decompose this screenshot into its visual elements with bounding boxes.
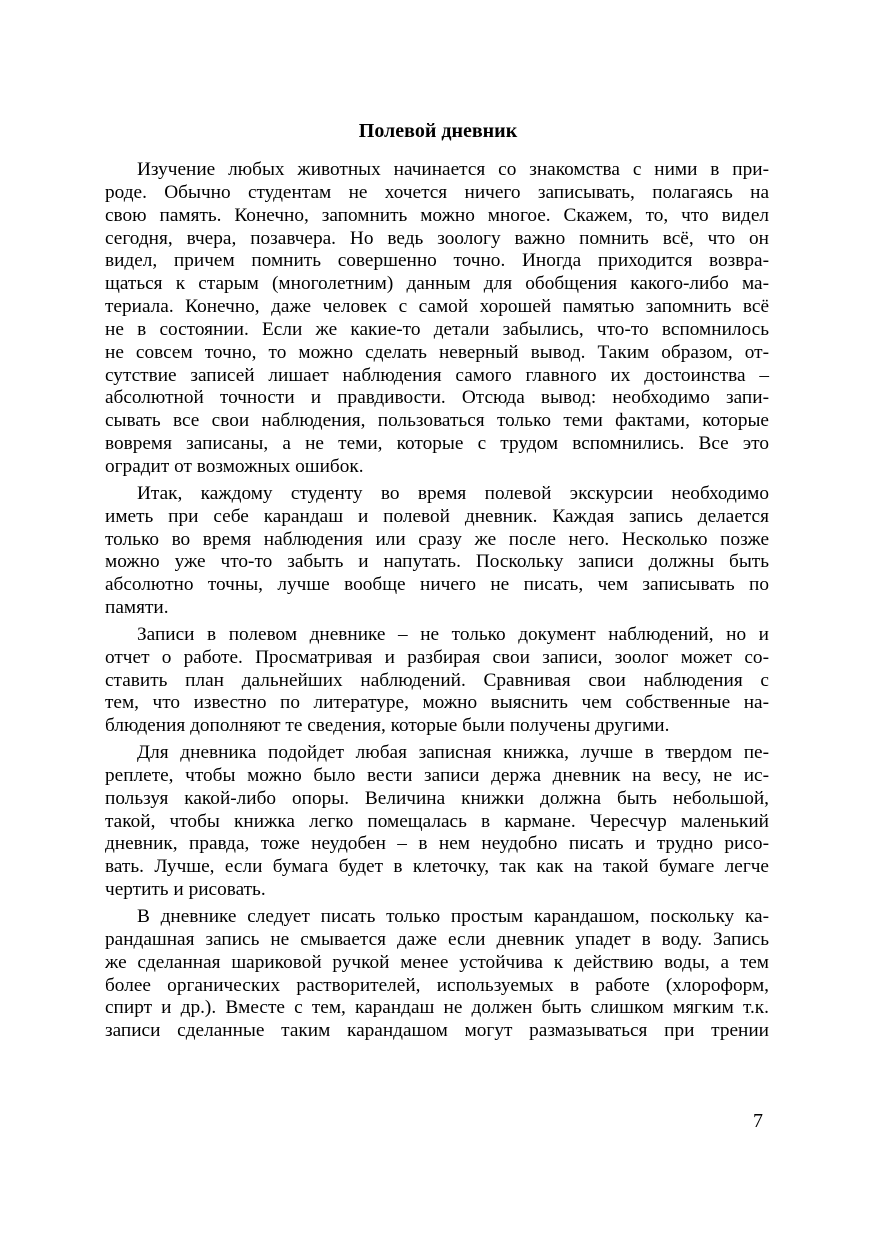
text-line: записи сделанные таким карандашом могут размазываться при трении: [105, 1020, 769, 1042]
text-line: более органических растворителей, используемых в работе (хлороформ,: [105, 974, 769, 996]
paragraph: [105, 159, 769, 479]
text-line: оградит от возможных ошибок.: [105, 455, 364, 477]
text-line: Для дневника подойдет любая записная книжка, лучше в твердом пе-: [137, 742, 769, 764]
text-line: иметь при себе карандаш и полевой дневник. Каждая запись делается: [105, 505, 769, 527]
text-line: Итак, каждому студенту во время полевой экскурсии необходимо: [137, 482, 769, 504]
text-line: реплете, чтобы можно было вести записи держа дневник на весу, не ис-: [105, 764, 769, 786]
page-number: 7: [753, 1110, 763, 1132]
text-line: сегодня, вчера, позавчера. Но ведь зоологу важно помнить всё, что он: [105, 227, 769, 249]
body-text: [105, 159, 769, 1043]
paragraph: [105, 906, 769, 1043]
paragraph: [105, 483, 769, 620]
text-line: можно уже что-то забыть и напутать. Поскольку записи должны быть: [105, 551, 769, 573]
text-line: ставить план дальнейших наблюдений. Сравнивая свои наблюдения с: [105, 669, 769, 691]
text-line: абсолютной точности и правдивости. Отсюда вывод: необходимо запи-: [105, 387, 769, 409]
text-line: блюдения дополняют те сведения, которые были получены другими.: [105, 715, 670, 737]
text-line: Записи в полевом дневнике – не только документ наблюдений, но и: [137, 623, 769, 645]
paragraph: [105, 742, 769, 902]
text-line: Изучение любых животных начинается со знакомства с ними в при-: [137, 159, 769, 180]
text-line: роде. Обычно студентам не хочется ничего записывать, полагаясь на: [105, 181, 769, 203]
text-line: не в состоянии. Если же какие-то детали забылись, что-то вспомнилось: [105, 318, 769, 340]
text-line: тем, что известно по литературе, можно выяснить чем собственные на-: [105, 692, 769, 714]
text-line: дневник, правда, тоже неудобен – в нем неудобно писать и трудно рисо-: [105, 833, 769, 855]
text-line: чертить и рисовать.: [105, 879, 266, 901]
text-line: сывать все свои наблюдения, пользоваться только теми фактами, которые: [105, 410, 769, 432]
text-line: такой, чтобы книжка легко помещалась в кармане. Чересчур маленький: [105, 810, 769, 832]
text-line: же сделанная шариковой ручкой менее устойчива к действию воды, а тем: [105, 951, 769, 973]
text-line: рандашная запись не смывается даже если дневник упадет в воду. Запись: [105, 928, 769, 950]
text-line: видел, причем помнить совершенно точно. Иногда приходится возвра-: [105, 250, 769, 272]
text-line: абсолютно точны, лучше вообще ничего не писать, чем записывать по: [105, 574, 769, 596]
text-line: териала. Конечно, даже человек с самой хорошей памятью запомнить всё: [105, 296, 769, 318]
text-line: отчет о работе. Просматривая и разбирая свои записи, зоолог может со-: [105, 646, 769, 668]
text-line: только во время наблюдения или сразу же после него. Несколько позже: [105, 528, 769, 550]
text-line: В дневнике следует писать только простым карандашом, поскольку ка-: [137, 906, 769, 927]
text-line: щаться к старым (многолетним) данным для обобщения какого-либо ма-: [105, 273, 769, 295]
text-line: вать. Лучше, если бумага будет в клеточку, так как на такой бумаге легче: [105, 856, 769, 878]
text-line: не совсем точно, то можно сделать неверный вывод. Таким образом, от-: [105, 341, 769, 363]
text-line: спирт и др.). Вместе с тем, карандаш не должен быть слишком мягким т.к.: [105, 997, 769, 1019]
text-line: памяти.: [105, 597, 169, 619]
text-line: вовремя записаны, а не теми, которые с трудом вспомнились. Все это: [105, 433, 769, 455]
text-line: свою память. Конечно, запомнить можно многое. Скажем, то, что видел: [105, 204, 769, 226]
text-line: сутствие записей лишает наблюдения самого главного их достоинства –: [105, 364, 769, 386]
text-line: пользуя какой-либо опоры. Величина книжки должна быть небольшой,: [105, 787, 769, 809]
paragraph: [105, 624, 769, 738]
page-title: Полевой дневник: [358, 120, 518, 142]
